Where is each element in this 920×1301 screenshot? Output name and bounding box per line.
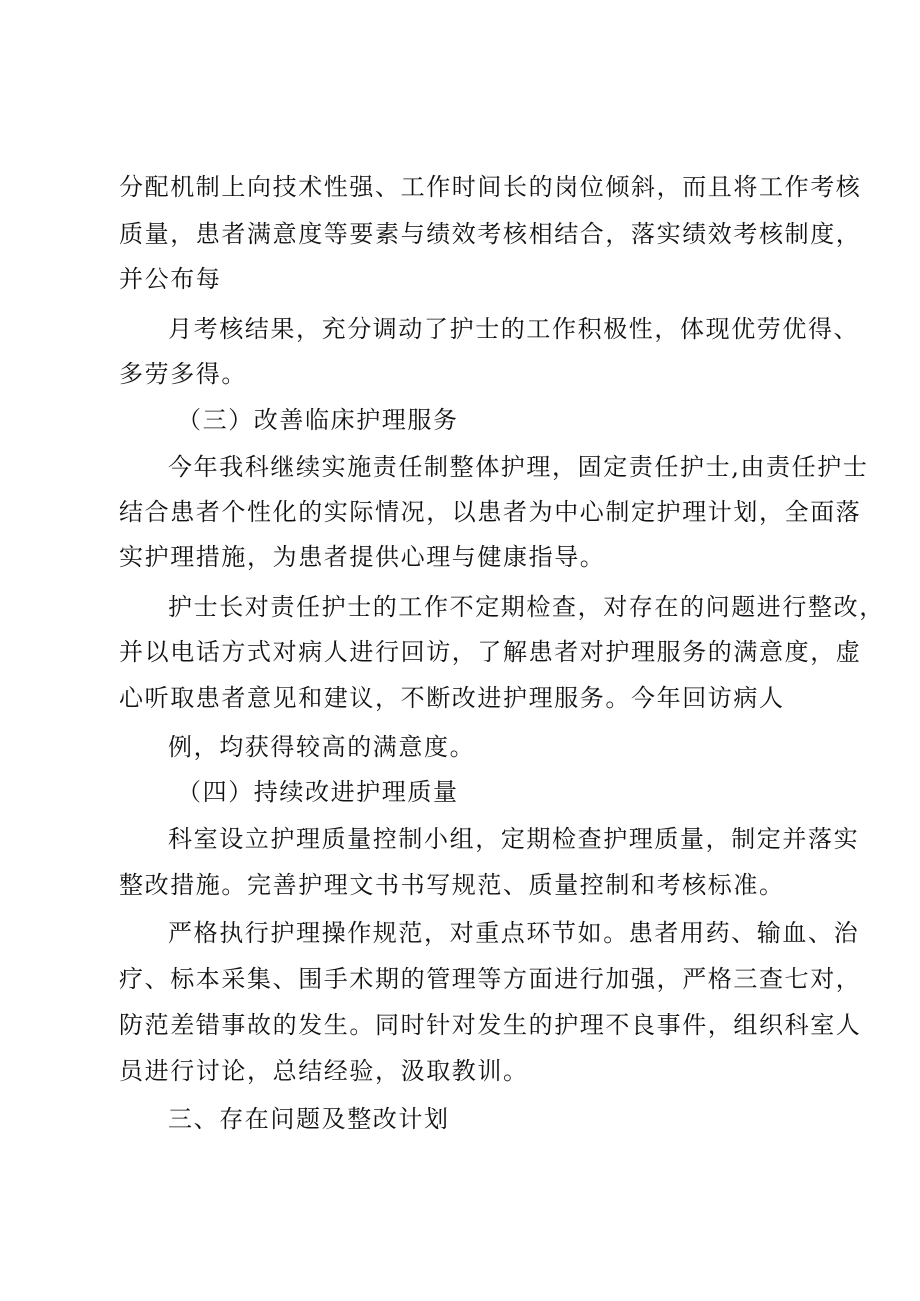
text-line: 严格执行护理操作规范，对重点环节如。患者用药、输血、治: [168, 919, 860, 947]
text-line: 月考核结果，充分调动了护士的工作积极性，体现优劳优得、: [168, 315, 860, 343]
text-line: 并以电话方式对病人进行回访，了解患者对护理服务的满意度，虚: [119, 638, 862, 666]
section-heading: 三、存在问题及整改计划: [168, 1105, 450, 1133]
text-line: 例，均获得较高的满意度。: [168, 733, 476, 761]
section-heading: （三）改善临床护理服务: [177, 406, 459, 434]
text-line: 疗、标本采集、围手术期的管理等方面进行加强，严格三查七对，: [119, 965, 862, 993]
text-line: 并公布每: [119, 265, 222, 293]
text-line: 分配机制上向技术性强、工作时间长的岗位倾斜，而且将工作考核: [119, 173, 862, 201]
text-line: 心听取患者意见和建议，不断改进护理服务。今年回访病人: [119, 684, 785, 712]
text-line: 防范差错事故的发生。同时针对发生的护理不良事件，组织科室人: [119, 1011, 862, 1039]
text-line: 实护理措施，为患者提供心理与健康指导。: [119, 543, 606, 571]
text-line: 质量，患者满意度等要素与绩效考核相结合，落实绩效考核制度，: [119, 220, 862, 248]
text-line: 护士长对责任护士的工作不定期检查，对存在的问题进行整改，: [168, 593, 885, 621]
text-line: 科室设立护理质量控制小组，定期检查护理质量，制定并落实: [168, 825, 860, 853]
text-line: 整改措施。完善护理文书书写规范、质量控制和考核标准。: [119, 871, 785, 899]
section-heading: （四）持续改进护理质量: [177, 778, 459, 806]
text-line: 今年我科继续实施责任制整体护理，固定责任护士,由责任护士: [168, 453, 869, 481]
text-line: 多劳多得。: [119, 360, 247, 388]
text-line: 员进行讨论，总结经验，汲取教训。: [119, 1057, 529, 1085]
text-line: 结合患者个性化的实际情况，以患者为中心制定护理计划，全面落: [119, 498, 862, 526]
